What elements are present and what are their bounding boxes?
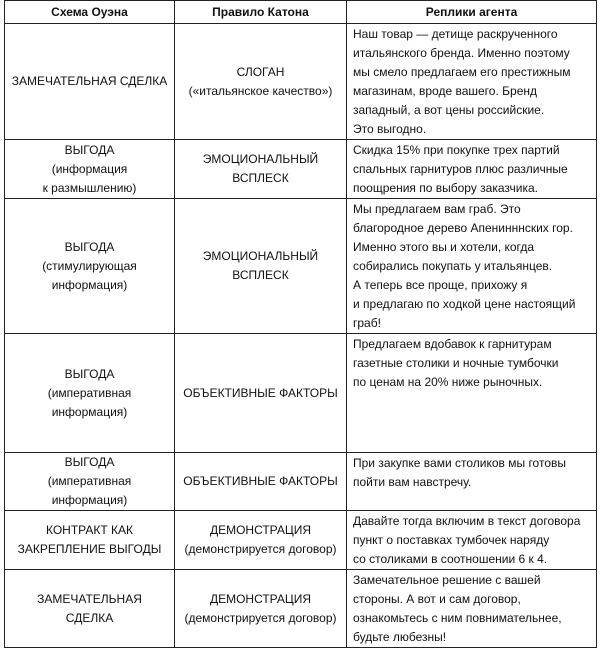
scheme-cell bbox=[5, 334, 175, 453]
rule-cell bbox=[175, 199, 347, 334]
rule-cell bbox=[175, 511, 347, 570]
reply-line: А теперь все проще, прихожу я bbox=[353, 278, 528, 292]
scheme-line: ЗАМЕЧАТЕЛЬНАЯ СДЕЛКА bbox=[11, 74, 168, 88]
scheme-line: СДЕЛКА bbox=[65, 610, 114, 625]
rule-cell bbox=[175, 140, 347, 199]
header-scheme: Схема Оуэна bbox=[5, 1, 175, 24]
reply-line: ознакомьтесь с ним повнимательнее, bbox=[353, 611, 562, 625]
replies-cell bbox=[347, 570, 597, 648]
rule-line: (демонстрируется договор) bbox=[184, 542, 337, 556]
scheme-line: (информация bbox=[51, 161, 128, 176]
rule-line: ДЕМОНСТРАЦИЯ bbox=[209, 523, 312, 537]
scheme-line: ЗАКРЕПЛЕНИЕ ВЫГОДЫ bbox=[17, 542, 162, 556]
reply-line: со столиками в соотношении 6 к 4. bbox=[353, 552, 548, 566]
replies-cell bbox=[347, 140, 597, 199]
replies-cell bbox=[347, 24, 597, 140]
scheme-cell bbox=[5, 140, 175, 199]
scheme-cell bbox=[5, 453, 175, 511]
scheme-line: ВЫГОДА bbox=[64, 239, 115, 254]
rule-line: СЛОГАН bbox=[236, 64, 285, 79]
scheme-line: ВЫГОДА bbox=[64, 142, 115, 157]
replies-cell bbox=[347, 453, 597, 511]
reply-line: Скидка 15% при покупке трех партий bbox=[353, 143, 560, 157]
rule-line: («итальянское качество») bbox=[188, 83, 333, 98]
table-header-row bbox=[5, 1, 597, 24]
table-row bbox=[5, 570, 597, 648]
rule-line: ОБЪЕКТИВНЫЕ ФАКТОРЫ bbox=[183, 385, 338, 400]
table-row bbox=[5, 511, 597, 570]
rule-cell bbox=[175, 570, 347, 648]
scheme-cell bbox=[5, 570, 175, 648]
rule-line: ВСПЛЕСК bbox=[232, 171, 289, 185]
rule-line: ВСПЛЕСК bbox=[232, 268, 289, 282]
reply-line: Именно этого вы и хотели, когда bbox=[353, 240, 535, 254]
scheme-line: информация) bbox=[51, 277, 128, 292]
rule-line: (демонстрируется договор) bbox=[184, 610, 337, 625]
rule-line: ЭМОЦИОНАЛЬНЫЙ bbox=[202, 152, 319, 166]
header-replies: Реплики агента bbox=[347, 1, 597, 24]
reply-line: итальянского бренда. Именно поэтому bbox=[353, 46, 570, 60]
rule-line: ЭМОЦИОНАЛЬНЫЙ bbox=[202, 249, 319, 263]
sales-script-table bbox=[4, 0, 597, 648]
reply-line: благородное дерево Апенинннских гор. bbox=[353, 221, 573, 235]
table-row bbox=[5, 334, 597, 453]
scheme-line: (императивная bbox=[47, 385, 132, 400]
reply-line: собирались покупать у итальянцев. bbox=[353, 259, 553, 273]
reply-line: газетные столики и ночные тумбочки bbox=[353, 356, 559, 370]
header-rule: Правило Катона bbox=[175, 1, 347, 24]
scheme-line: (императивная bbox=[47, 474, 132, 488]
table-row bbox=[5, 24, 597, 140]
reply-line: будьте любезны! bbox=[353, 630, 447, 644]
reply-line: стороны. А вот и сам договор, bbox=[353, 592, 521, 606]
scheme-line: ЗАМЕЧАТЕЛЬНАЯ bbox=[37, 591, 142, 606]
scheme-line: ВЫГОДА bbox=[64, 366, 115, 381]
table-row bbox=[5, 199, 597, 334]
rule-cell bbox=[175, 453, 347, 511]
reply-line: Наш товар — детище раскрученного bbox=[353, 27, 558, 41]
table-row bbox=[5, 453, 597, 511]
replies-cell bbox=[347, 511, 597, 570]
replies-cell bbox=[347, 334, 597, 453]
reply-line: поощрения по выбору заказчика. bbox=[353, 181, 538, 195]
reply-line: Это выгодно. bbox=[353, 122, 427, 136]
reply-line: Давайте тогда включим в текст договора bbox=[353, 514, 581, 528]
reply-line: При закупке вами столиков мы готовы bbox=[353, 456, 566, 470]
reply-line: по ценам на 20% ниже рыночных. bbox=[353, 375, 543, 389]
reply-line: спальных гарнитуров плюс различные bbox=[353, 162, 568, 176]
scheme-cell bbox=[5, 199, 175, 334]
scheme-line: ВЫГОДА bbox=[64, 455, 115, 469]
rule-line: ОБЪЕКТИВНЫЕ ФАКТОРЫ bbox=[183, 474, 338, 488]
table-row bbox=[5, 140, 597, 199]
scheme-cell bbox=[5, 511, 175, 570]
reply-line: магазинам, вроде вашего. Бренд bbox=[353, 84, 537, 98]
reply-line: Мы предлагаем вам граб. Это bbox=[353, 202, 521, 216]
rule-line: ДЕМОНСТРАЦИЯ bbox=[209, 591, 312, 606]
rule-cell bbox=[175, 24, 347, 140]
scheme-line: к размышлению) bbox=[42, 180, 137, 195]
scheme-line: информация) bbox=[51, 404, 128, 419]
replies-cell bbox=[347, 199, 597, 334]
scheme-cell bbox=[5, 24, 175, 140]
reply-line: и предлагаю по ходкой цене настоящий bbox=[353, 297, 576, 311]
scheme-line: (стимулирующая bbox=[42, 258, 137, 273]
rule-cell bbox=[175, 334, 347, 453]
reply-line: граб! bbox=[353, 316, 381, 330]
reply-line: пункт о поставках тумбочек наряду bbox=[353, 533, 550, 547]
reply-line: западный, а вот цены российские. bbox=[353, 103, 545, 117]
reply-line: Предлагаем вдобавок к гарнитурам bbox=[353, 337, 552, 351]
reply-line: мы смело предлагаем его престижным bbox=[353, 65, 571, 79]
reply-line: Замечательное решение с вашей bbox=[353, 573, 541, 587]
scheme-line: КОНТРАКТ КАК bbox=[45, 523, 134, 537]
scheme-line: информация) bbox=[51, 493, 128, 507]
reply-line: пойти вам навстречу. bbox=[353, 475, 472, 489]
